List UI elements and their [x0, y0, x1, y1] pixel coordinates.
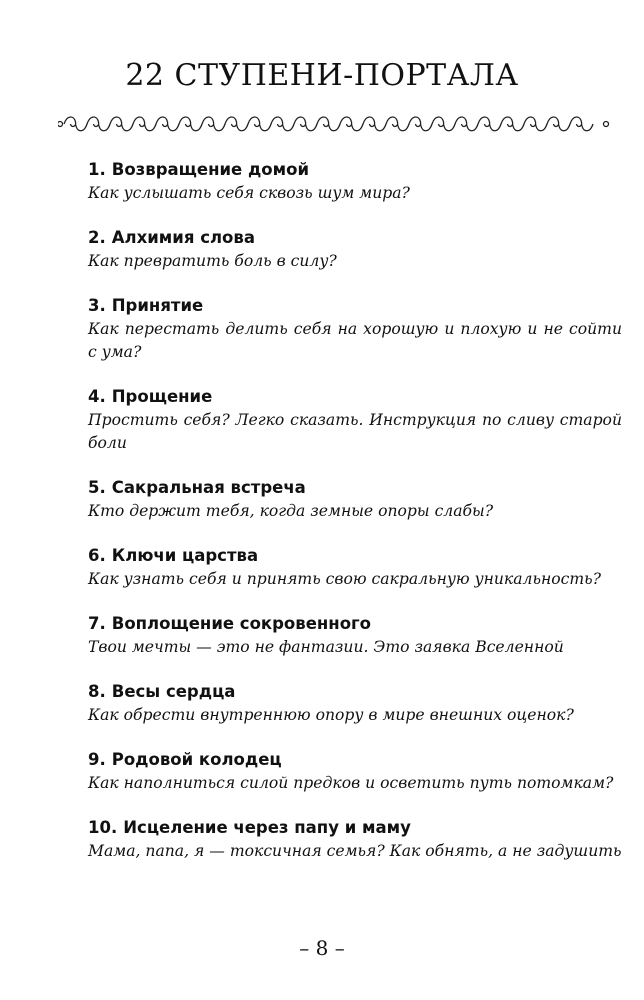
chapter-question: Как наполниться силой предков и осветить путь потомкам?: [88, 774, 614, 792]
chapter-number: 4.: [88, 387, 106, 406]
chapter-item: [88, 226, 622, 273]
ornament-end: [58, 122, 63, 127]
chapter-number: 7.: [88, 614, 106, 633]
chapter-number: 9.: [88, 750, 106, 769]
chapter-title: Ключи царства: [111, 546, 259, 565]
chapter-item: [88, 544, 622, 591]
chapter-title: Алхимия слова: [111, 228, 255, 247]
chapter-question: Простить себя? Легко сказать. Инструкция по сливу старой боли: [88, 411, 622, 452]
chapter-item: [88, 816, 622, 863]
chapter-question: Твои мечты — это не фантазии. Это заявка Вселенной: [88, 638, 564, 656]
chapter-number: 3.: [88, 296, 106, 315]
chapter-number: 6.: [88, 546, 106, 565]
chapter-title: Принятие: [111, 296, 204, 315]
ornament-scroll: [64, 117, 593, 131]
chapter-question: Как превратить боль в силу?: [88, 252, 337, 270]
chapter-question: Как услышать себя сквозь шум мира?: [88, 184, 410, 202]
chapter-question: Как узнать себя и принять свою сакральную уникальность?: [88, 570, 601, 588]
chapter-title: Воплощение сокровенного: [111, 614, 371, 633]
chapter-list: [88, 158, 622, 884]
chapter-item: [88, 294, 622, 364]
chapter-item: [88, 748, 622, 795]
ornament-end: [604, 122, 609, 127]
chapter-question: Мама, папа, я — токсичная семья? Как обнять, а не задушить: [88, 842, 622, 860]
chapter-item: [88, 680, 622, 727]
page-title: 22 СТУПЕНИ-ПОРТАЛА: [125, 58, 519, 93]
chapter-item: [88, 476, 622, 523]
ornament-divider: [58, 109, 610, 139]
chapter-title: Возвращение домой: [111, 160, 310, 179]
chapter-item: [88, 385, 622, 455]
chapter-question: Кто держит тебя, когда земные опоры слабы?: [88, 502, 494, 520]
chapter-number: 8.: [88, 682, 106, 701]
chapter-title: Исцеление через папу и маму: [123, 818, 411, 837]
page-number: – 8 –: [299, 936, 345, 960]
chapter-title: Сакральная встреча: [111, 478, 306, 497]
chapter-title: Прощение: [111, 387, 213, 406]
chapter-question: Как обрести внутреннюю опору в мире внешних оценок?: [88, 706, 574, 724]
chapter-number: 2.: [88, 228, 106, 247]
chapter-number: 10.: [88, 818, 118, 837]
chapter-number: 1.: [88, 160, 106, 179]
chapter-title: Весы сердца: [111, 682, 236, 701]
chapter-item: [88, 612, 622, 659]
chapter-item: [88, 158, 622, 205]
chapter-question: Как перестать делить себя на хорошую и плохую и не сойти с ума?: [88, 320, 622, 361]
chapter-number: 5.: [88, 478, 106, 497]
chapter-title: Родовой колодец: [111, 750, 282, 769]
